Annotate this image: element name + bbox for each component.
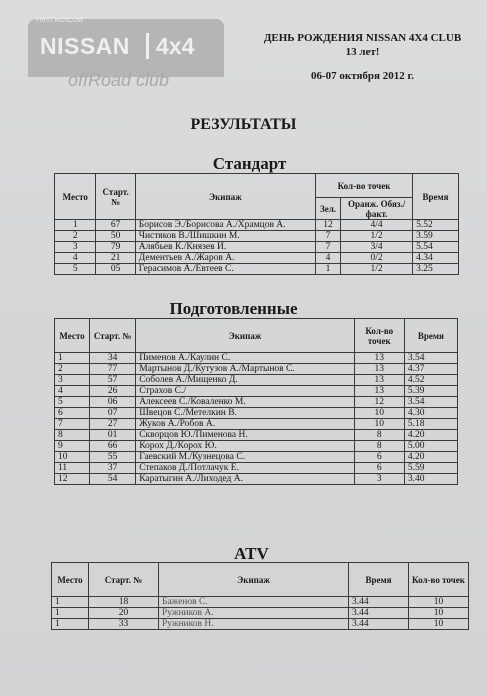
cell-time: 4.37 xyxy=(404,364,457,375)
cell-points: 8 xyxy=(354,441,404,452)
cell-crew: Пименов А./Каулин С. xyxy=(136,353,355,364)
cell-time: 3.44 xyxy=(349,608,409,619)
cell-time: 3.54 xyxy=(404,353,457,364)
standard-section-title: Стандарт xyxy=(212,154,287,173)
cell-crew: Алексеев С./Коваленко М. xyxy=(136,397,355,408)
cell-crew: Дементьев А./Жаров А. xyxy=(135,253,315,264)
page-title: РЕЗУЛЬТАТЫ xyxy=(190,116,297,133)
cell-place: 3 xyxy=(55,242,96,253)
cell-crew: Швецов С./Метелкин В. xyxy=(136,408,355,419)
col-crew: Экипаж xyxy=(136,319,355,353)
cell-start: 06 xyxy=(90,397,136,408)
table-row xyxy=(55,386,458,397)
cell-start: 55 xyxy=(90,452,136,463)
cell-start: 07 xyxy=(90,408,136,419)
cell-points: 13 xyxy=(354,353,404,364)
table-row xyxy=(55,242,459,253)
cell-points: 10 xyxy=(354,408,404,419)
cell-points: 8 xyxy=(354,430,404,441)
cell-points: 13 xyxy=(354,364,404,375)
table-row xyxy=(52,597,469,608)
col-green: Зел. xyxy=(315,198,340,220)
cell-place: 12 xyxy=(55,474,90,485)
cell-orange: 0/2 xyxy=(341,253,413,264)
col-start: Старт. № xyxy=(89,563,159,597)
event-subtitle: 13 лет! xyxy=(345,46,380,58)
col-start: Старт. № xyxy=(90,319,136,353)
event-header xyxy=(240,32,485,82)
cell-start: 33 xyxy=(89,619,159,630)
cell-time: 5.52 xyxy=(413,220,459,231)
cell-points: 6 xyxy=(354,463,404,474)
col-time: Время xyxy=(404,319,457,353)
atv-section-title: ATV xyxy=(234,544,269,563)
table-row xyxy=(55,452,458,463)
cell-points: 3 xyxy=(354,474,404,485)
cell-crew: Ружников А. xyxy=(159,608,349,619)
cell-time: 3.44 xyxy=(349,597,409,608)
cell-place: 5 xyxy=(55,264,96,275)
cell-start: 18 xyxy=(89,597,159,608)
cell-crew: Алябьев К./Князев И. xyxy=(135,242,315,253)
cell-place: 3 xyxy=(55,375,90,386)
cell-start: 67 xyxy=(96,220,135,231)
cell-time: 4.30 xyxy=(404,408,457,419)
cell-time: 3.25 xyxy=(413,264,459,275)
table-row xyxy=(55,397,458,408)
cell-time: 5.54 xyxy=(413,242,459,253)
cell-crew: Корох Д./Корох Ю. xyxy=(136,441,355,452)
cell-time: 4.34 xyxy=(413,253,459,264)
cell-orange: 1/2 xyxy=(341,264,413,275)
table-row xyxy=(55,253,459,264)
cell-start: 57 xyxy=(90,375,136,386)
cell-points: 10 xyxy=(409,597,469,608)
cell-time: 4.20 xyxy=(404,430,457,441)
cell-start: 37 xyxy=(90,463,136,474)
col-place: Место xyxy=(55,174,96,220)
cell-start: 21 xyxy=(96,253,135,264)
table-row xyxy=(55,231,459,242)
cell-place: 2 xyxy=(55,231,96,242)
cell-points: 13 xyxy=(354,386,404,397)
cell-place: 2 xyxy=(55,364,90,375)
cell-place: 7 xyxy=(55,419,90,430)
cell-crew: Баженов С. xyxy=(159,597,349,608)
cell-place: 1 xyxy=(52,608,89,619)
cell-start: 20 xyxy=(89,608,159,619)
col-place: Место xyxy=(52,563,89,597)
cell-start: 50 xyxy=(96,231,135,242)
cell-place: 1 xyxy=(55,220,96,231)
table-row xyxy=(55,408,458,419)
cell-time: 3.40 xyxy=(404,474,457,485)
col-points: Кол-во точек xyxy=(409,563,469,597)
cell-points: 10 xyxy=(409,608,469,619)
col-start: Старт. № xyxy=(96,174,135,220)
col-crew: Экипаж xyxy=(159,563,349,597)
cell-time: 3.59 xyxy=(413,231,459,242)
cell-place: 4 xyxy=(55,253,96,264)
table-row xyxy=(55,430,458,441)
cell-start: 79 xyxy=(96,242,135,253)
table-row xyxy=(55,463,458,474)
cell-orange: 1/2 xyxy=(341,231,413,242)
cell-start: 01 xyxy=(90,430,136,441)
cell-time: 5.39 xyxy=(404,386,457,397)
logo-brand: NISSAN xyxy=(40,33,130,59)
cell-green: 7 xyxy=(315,231,340,242)
cell-crew: Жуков А./Робов А. xyxy=(136,419,355,430)
col-crew: Экипаж xyxy=(135,174,315,220)
table-row xyxy=(55,264,459,275)
cell-time: 4.20 xyxy=(404,452,457,463)
cell-crew: Ружников Н. xyxy=(159,619,349,630)
cell-start: 66 xyxy=(90,441,136,452)
cell-crew: Герасимов А./Евтеев С. xyxy=(135,264,315,275)
table-row xyxy=(55,353,458,364)
cell-points: 6 xyxy=(354,452,404,463)
prepared-section-title: Подготовленные xyxy=(169,299,298,318)
event-title: ДЕНЬ РОЖДЕНИЯ NISSAN 4X4 CLUB xyxy=(263,32,462,44)
cell-time: 4.52 xyxy=(404,375,457,386)
cell-crew: Скворцов Ю./Пименова Н. xyxy=(136,430,355,441)
cell-orange: 4/4 xyxy=(341,220,413,231)
cell-place: 8 xyxy=(55,430,90,441)
col-orange: Оранж. Обяз./факт. xyxy=(341,198,413,220)
table-row xyxy=(55,220,459,231)
cell-time: 5.18 xyxy=(404,419,457,430)
cell-points: 12 xyxy=(354,397,404,408)
cell-orange: 3/4 xyxy=(341,242,413,253)
cell-green: 7 xyxy=(315,242,340,253)
cell-crew: Соболев А./Мищенко Д. xyxy=(136,375,355,386)
cell-crew: Гаевский М./Кузнецова С. xyxy=(136,452,355,463)
cell-crew: Степаков Д./Потлачук Е. xyxy=(136,463,355,474)
cell-crew: Мартынов Д./Кутузов А./Мартынов С. xyxy=(136,364,355,375)
table-row xyxy=(55,441,458,452)
cell-start: 27 xyxy=(90,419,136,430)
table-row xyxy=(55,474,458,485)
cell-time: 5.59 xyxy=(404,463,457,474)
cell-green: 4 xyxy=(315,253,340,264)
logo-club-text: offRoad club xyxy=(68,70,170,90)
cell-place: 5 xyxy=(55,397,90,408)
cell-place: 6 xyxy=(55,408,90,419)
logo-plate xyxy=(28,19,224,77)
cell-place: 4 xyxy=(55,386,90,397)
cell-time: 3.54 xyxy=(404,397,457,408)
atv-table xyxy=(51,562,469,630)
cell-start: 77 xyxy=(90,364,136,375)
event-date: 06-07 октября 2012 г. xyxy=(310,70,415,82)
col-place: Место xyxy=(55,319,90,353)
cell-place: 10 xyxy=(55,452,90,463)
prepared-table xyxy=(54,318,458,485)
logo-small-text: FIRST MOSCOW xyxy=(36,18,84,24)
cell-crew: Страхов С./ xyxy=(136,386,355,397)
cell-crew: Борисов Э./Борисова А./Храмцов А. xyxy=(135,220,315,231)
table-row xyxy=(52,619,469,630)
col-points: Кол-во точек xyxy=(315,174,412,198)
table-row xyxy=(55,419,458,430)
standard-table xyxy=(54,173,459,275)
logo-separator xyxy=(146,33,149,59)
cell-start: 26 xyxy=(90,386,136,397)
cell-place: 1 xyxy=(52,597,89,608)
table-row xyxy=(55,364,458,375)
nissan-club-logo xyxy=(28,14,228,96)
cell-points: 10 xyxy=(354,419,404,430)
col-time: Время xyxy=(413,174,459,220)
cell-place: 1 xyxy=(55,353,90,364)
cell-green: 1 xyxy=(315,264,340,275)
cell-place: 9 xyxy=(55,441,90,452)
cell-crew: Чистяков В./Шишкин М. xyxy=(135,231,315,242)
cell-time: 5.00 xyxy=(404,441,457,452)
table-row xyxy=(52,608,469,619)
table-row xyxy=(55,375,458,386)
cell-time: 3.44 xyxy=(349,619,409,630)
cell-place: 1 xyxy=(52,619,89,630)
cell-place: 11 xyxy=(55,463,90,474)
cell-points: 13 xyxy=(354,375,404,386)
logo-model: 4x4 xyxy=(156,33,195,59)
cell-start: 05 xyxy=(96,264,135,275)
cell-start: 34 xyxy=(90,353,136,364)
cell-start: 54 xyxy=(90,474,136,485)
cell-points: 10 xyxy=(409,619,469,630)
col-points: Кол-во точек xyxy=(354,319,404,353)
col-time: Время xyxy=(349,563,409,597)
cell-green: 12 xyxy=(315,220,340,231)
cell-crew: Каратыгин А./Лиходед А. xyxy=(136,474,355,485)
